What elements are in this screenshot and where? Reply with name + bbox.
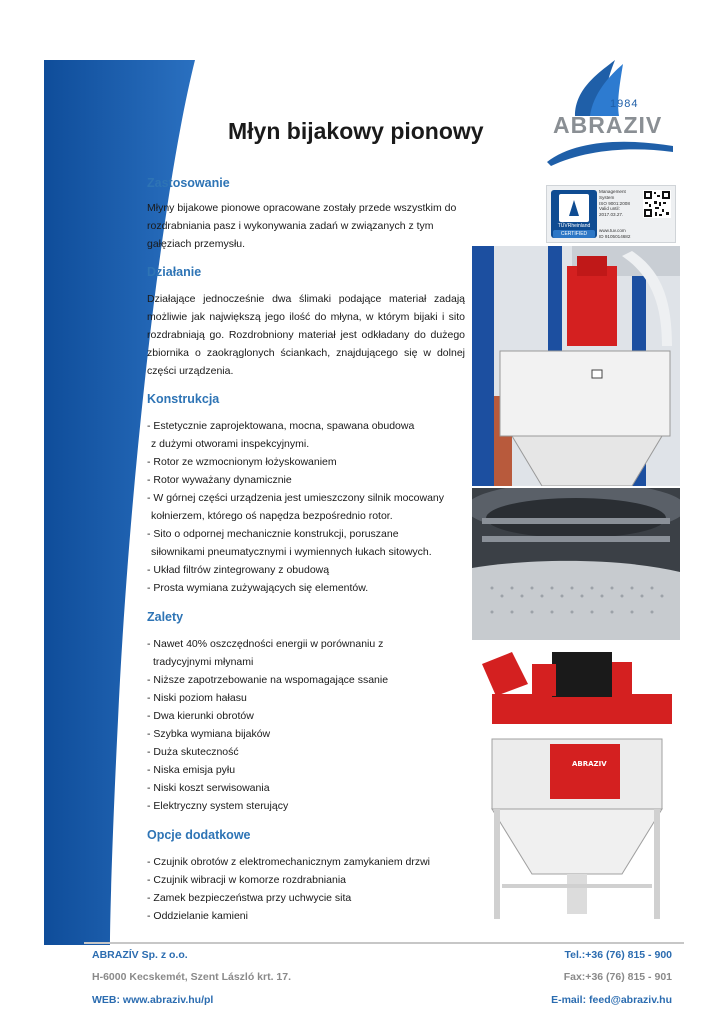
photo-installed-mill — [472, 246, 680, 486]
cert-url-block — [599, 228, 630, 240]
tuv-badge-inner — [559, 194, 589, 222]
section-opcje — [147, 828, 467, 925]
tuv-certified-label: CERTIFIED — [553, 230, 595, 238]
section-konstrukcja — [147, 392, 467, 597]
list-item: kołnierzem, którego oś napędza bezpośrednio rotor. — [151, 510, 393, 522]
heading-opcje: Opcje dodatkowe — [147, 828, 251, 842]
heading-konstrukcja: Konstrukcja — [147, 392, 220, 406]
list-item: - Elektryczny system sterujący — [147, 800, 289, 812]
list-item: - Rotor wyważany dynamicznie — [147, 474, 292, 486]
photo-product-mill — [472, 644, 680, 926]
tuv-brand: TÜVRheinland — [557, 223, 591, 229]
qr-code-icon — [643, 190, 671, 218]
logo-name: ABRAZIV — [553, 112, 663, 138]
cert-line: Valid until: — [599, 206, 620, 212]
text-dzialanie: Działające jednocześnie dwa ślimaki podające materiał zadają możliwie jak największą jego ilość do młyna, w którym bijaki i sito rozdrabniają go. Rozdrobniony materiał jest odkładany do dużego zbiornika o zaokrąglonych ściankach, znajdującego się w dolnej części urządzenia. — [147, 293, 465, 377]
list-item: - Sito o odpornej mechanicznie konstrukcji, poruszane — [147, 528, 399, 540]
list-item: - Prosta wymiana zużywających się elementów. — [147, 582, 369, 594]
cert-line: 2017.03.27. — [599, 212, 624, 218]
list-item: - Dwa kierunki obrotów — [147, 710, 254, 722]
list-item: - Estetycznie zaprojektowana, mocna, spawana obudowa — [147, 420, 415, 432]
list-item: - Czujnik wibracji w komorze rozdrabniania — [147, 874, 346, 886]
list-item: - Szybka wymiana bijaków — [147, 728, 271, 740]
cert-url: www.tuv.com — [599, 228, 626, 233]
cert-line: System — [599, 194, 615, 200]
list-opcje — [147, 853, 467, 925]
logo-year: 1984 — [610, 98, 639, 110]
footer-email-link[interactable]: E-mail: feed@abraziv.hu — [551, 994, 672, 1006]
section-dzialanie — [147, 265, 465, 380]
page-title: Młyn bijakowy pionowy — [228, 118, 484, 144]
list-item: - Nawet 40% oszczędności energii w porównaniu z — [147, 638, 384, 650]
cert-line: ISO 9001:2008 — [599, 200, 630, 206]
tuv-badge — [551, 190, 597, 238]
tuv-triangle-icon — [569, 200, 579, 216]
photo-sieve-interior — [472, 488, 680, 640]
list-item: - Rotor ze wzmocnionym łożyskowaniem — [147, 456, 337, 468]
footer-company: ABRAZÍV Sp. z o.o. — [92, 949, 188, 961]
list-konstrukcja — [147, 417, 467, 597]
footer-web-link[interactable]: WEB: www.abraziv.hu/pl — [92, 994, 214, 1006]
product-plate-text: ABRAZIV — [572, 760, 607, 768]
list-item: siłownikami pneumatycznymi i wymiennych łukach sitowych. — [151, 546, 432, 558]
list-item: - Niższe zapotrzebowanie na wspomagające ssanie — [147, 674, 389, 686]
heading-dzialanie: Działanie — [147, 265, 202, 279]
list-item: - Czujnik obrotów z elektromechanicznym zamykaniem drzwi — [147, 856, 431, 868]
footer-address: H-6000 Kecskemét, Szent László krt. 17. — [92, 971, 292, 983]
list-item: - Niski poziom hałasu — [147, 692, 247, 704]
list-item: tradycyjnymi młynami — [153, 656, 254, 668]
list-zalety — [147, 635, 465, 815]
section-zastosowanie — [147, 176, 465, 253]
footer-fax: Fax:+36 (76) 815 - 901 — [563, 971, 672, 983]
text-zastosowanie: Młyny bijakowe pionowe opracowane zostały przede wszystkim do rozdrabniania pasz i wykonywania zadań w związanych z tym gałęziach przemysłu. — [147, 202, 457, 250]
tuv-certificate — [546, 185, 676, 243]
section-zalety — [147, 610, 465, 815]
footer-divider — [84, 942, 684, 944]
cert-system-text — [599, 189, 630, 218]
list-item: - Niski koszt serwisowania — [147, 782, 270, 794]
list-item: - Układ filtrów zintegrowany z obudową — [147, 564, 330, 576]
cert-line: Management — [599, 189, 626, 194]
list-item: - Niska emisja pyłu — [147, 764, 236, 776]
heading-zalety: Zalety — [147, 610, 184, 624]
list-item: - Duża skuteczność — [147, 746, 239, 758]
list-item: - Oddzielanie kamieni — [147, 910, 248, 922]
list-item: z dużymi otworami inspekcyjnymi. — [151, 438, 310, 450]
list-item: - W górnej części urządzenia jest umieszczony silnik mocowany — [147, 492, 445, 504]
cert-id: ID 9105014682 — [599, 233, 631, 239]
list-item: - Zamek bezpieczeństwa przy uchwycie sita — [147, 892, 352, 904]
heading-zastosowanie: Zastosowanie — [147, 176, 230, 190]
footer-tel: Tel.:+36 (76) 815 - 900 — [564, 949, 672, 961]
